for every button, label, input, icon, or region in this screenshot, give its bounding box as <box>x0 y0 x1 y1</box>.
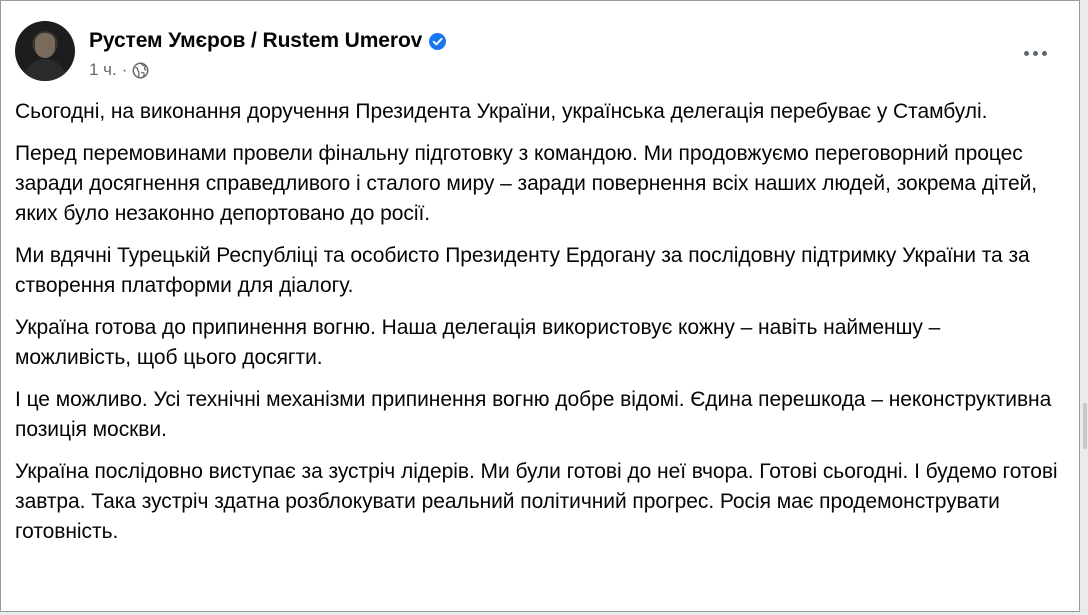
author-name-row <box>89 29 446 53</box>
avatar-shoulders <box>23 59 67 81</box>
meta-separator: · <box>121 60 128 79</box>
post-meta <box>89 60 149 80</box>
page-scrollbar[interactable] <box>1080 0 1088 615</box>
post-paragraph: Україна готова до припинення вогню. Наша делегація використовує кожну – навіть найменшу – можливість, щоб цього досягти. <box>15 316 941 369</box>
more-options-dot <box>1024 51 1029 56</box>
post-paragraph: Перед перемовинами провели фінальну підготовку з командою. Ми продовжуємо переговорний процес заради досягнення справедливого і сталого миру – заради повернення всіх наших людей, зокрема дітей, яких було незаконно депортовано до росії. <box>15 142 1038 225</box>
author-name-link[interactable]: Рустем Умєров / Rustem Umerov <box>89 29 423 52</box>
post-paragraph: Сьогодні, на виконання доручення Президента України, українська делегація перебуває у Стамбулі. <box>15 100 988 123</box>
post-text <box>15 97 1061 559</box>
post-paragraph: І це можливо. Усі технічні механізми припинення вогню добре відомі. Єдина перешкода – неконструктивна позиція москви. <box>15 388 1052 441</box>
globe-icon[interactable] <box>132 62 149 79</box>
more-options-button[interactable] <box>1017 41 1053 65</box>
avatar-face <box>35 33 55 58</box>
more-options-dot <box>1042 51 1047 56</box>
post-timestamp[interactable]: 1 ч. <box>89 60 117 79</box>
post-header <box>15 21 1065 85</box>
verified-badge-icon <box>429 33 446 50</box>
author-avatar[interactable] <box>15 21 75 81</box>
scrollbar-thumb[interactable] <box>1083 403 1087 449</box>
more-options-dot <box>1033 51 1038 56</box>
post-paragraph: Україна послідовно виступає за зустріч лідерів. Ми були готові до неї вчора. Готові сьогодні. І будемо готові завтра. Така зустріч здатна розблокувати реальний політичний прогрес. Росія має продемонструвати готовність. <box>15 460 1058 543</box>
post-paragraph: Ми вдячні Турецькій Республіці та особисто Президенту Ердогану за послідовну підтримку України та за створення платформи для діалогу. <box>15 244 1030 297</box>
